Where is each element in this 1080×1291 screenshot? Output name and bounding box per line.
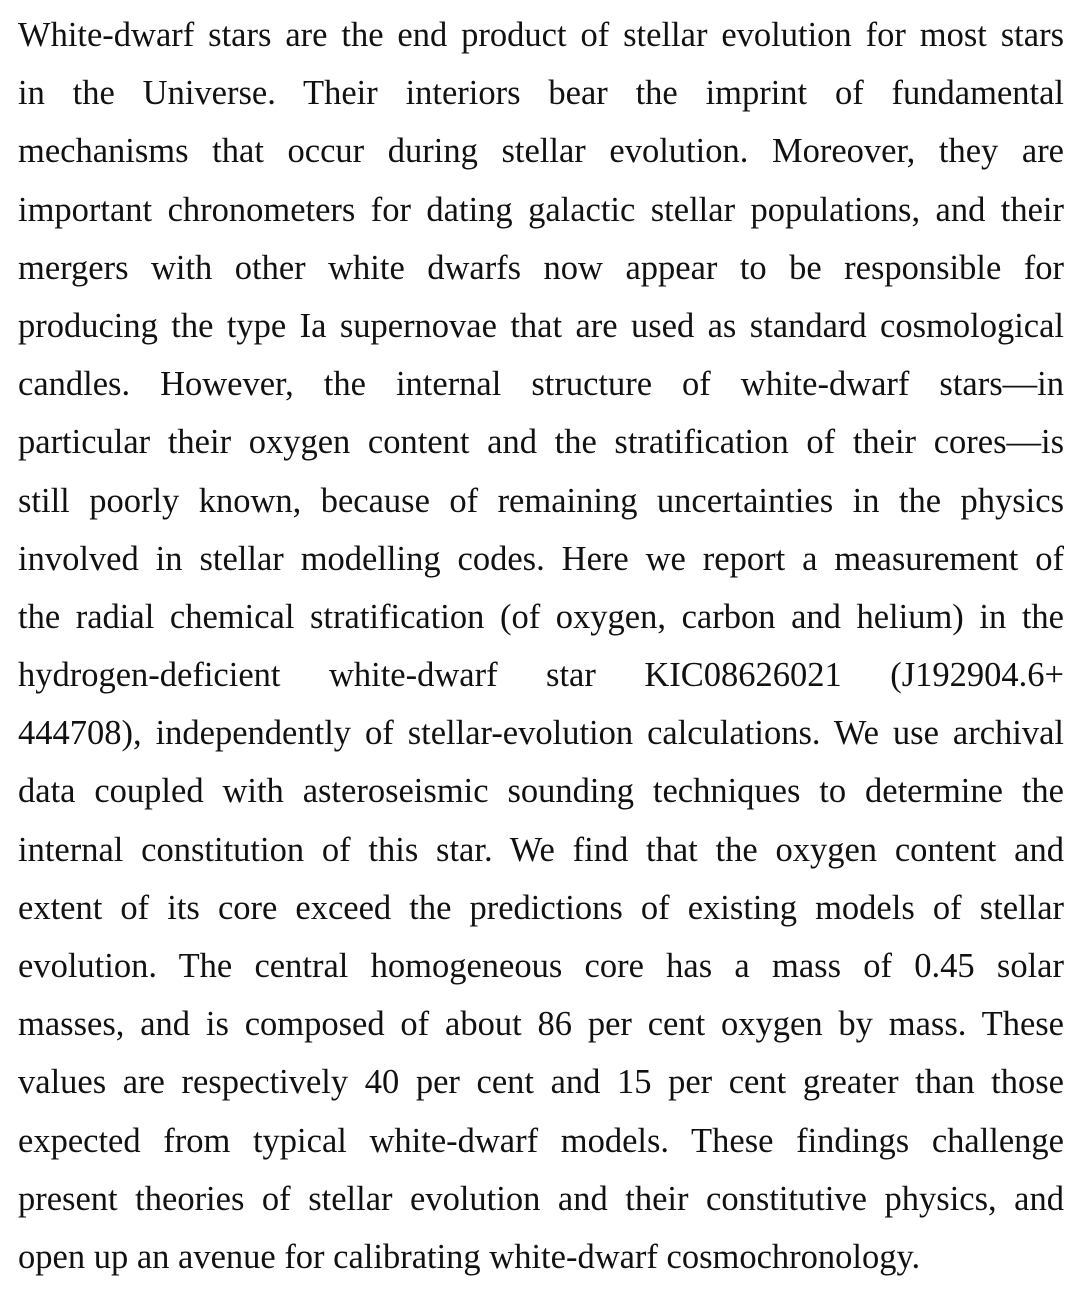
abstract-line: hydrogen-deficient white-dwarf star KIC08626021 (J192904.6+	[18, 656, 1064, 695]
abstract-line: producing the type Ia supernovae that are used as standard cosmological	[18, 306, 1064, 345]
abstract-line: extent of its core exceed the predictions of existing models of stellar	[18, 888, 1064, 927]
abstract-line: expected from typical white-dwarf models. These findings challenge	[18, 1121, 1064, 1160]
abstract-line: values are respectively 40 per cent and 15 per cent greater than those	[18, 1063, 1064, 1102]
abstract-line: White-dwarf stars are the end product of stellar evolution for most stars	[18, 16, 1064, 54]
abstract-line: mechanisms that occur during stellar evolution. Moreover, they are	[18, 132, 1064, 171]
abstract-line: open up an avenue for calibrating white-dwarf cosmochronology.	[18, 1237, 921, 1276]
abstract-line: still poorly known, because of remaining uncertainties in the physics	[18, 481, 1064, 520]
abstract-line: particular their oxygen content and the stratification of their cores—is	[18, 423, 1064, 462]
abstract-line: mergers with other white dwarfs now appear to be responsible for	[18, 248, 1064, 287]
abstract-line: in the Universe. Their interiors bear the imprint of fundamental	[18, 74, 1064, 113]
abstract-line: the radial chemical stratification (of oxygen, carbon and helium) in the	[18, 597, 1064, 636]
abstract-line: 444708), independently of stellar-evolution calculations. We use archival	[18, 714, 1064, 753]
abstract-line: internal constitution of this star. We find that the oxygen content and	[18, 830, 1064, 869]
abstract-line: masses, and is composed of about 86 per cent oxygen by mass. These	[18, 1005, 1064, 1044]
abstract-line: important chronometers for dating galactic stellar populations, and their	[18, 190, 1064, 229]
abstract-line: candles. However, the internal structure of white-dwarf stars—in	[18, 365, 1064, 404]
abstract-paragraph	[18, 6, 1064, 1286]
abstract-line: data coupled with asteroseismic sounding techniques to determine the	[18, 772, 1064, 811]
abstract-line: evolution. The central homogeneous core has a mass of 0.45 solar	[18, 947, 1064, 985]
abstract-line: present theories of stellar evolution and their constitutive physics, and	[18, 1179, 1064, 1218]
abstract-line: involved in stellar modelling codes. Here we report a measurement of	[18, 539, 1064, 578]
